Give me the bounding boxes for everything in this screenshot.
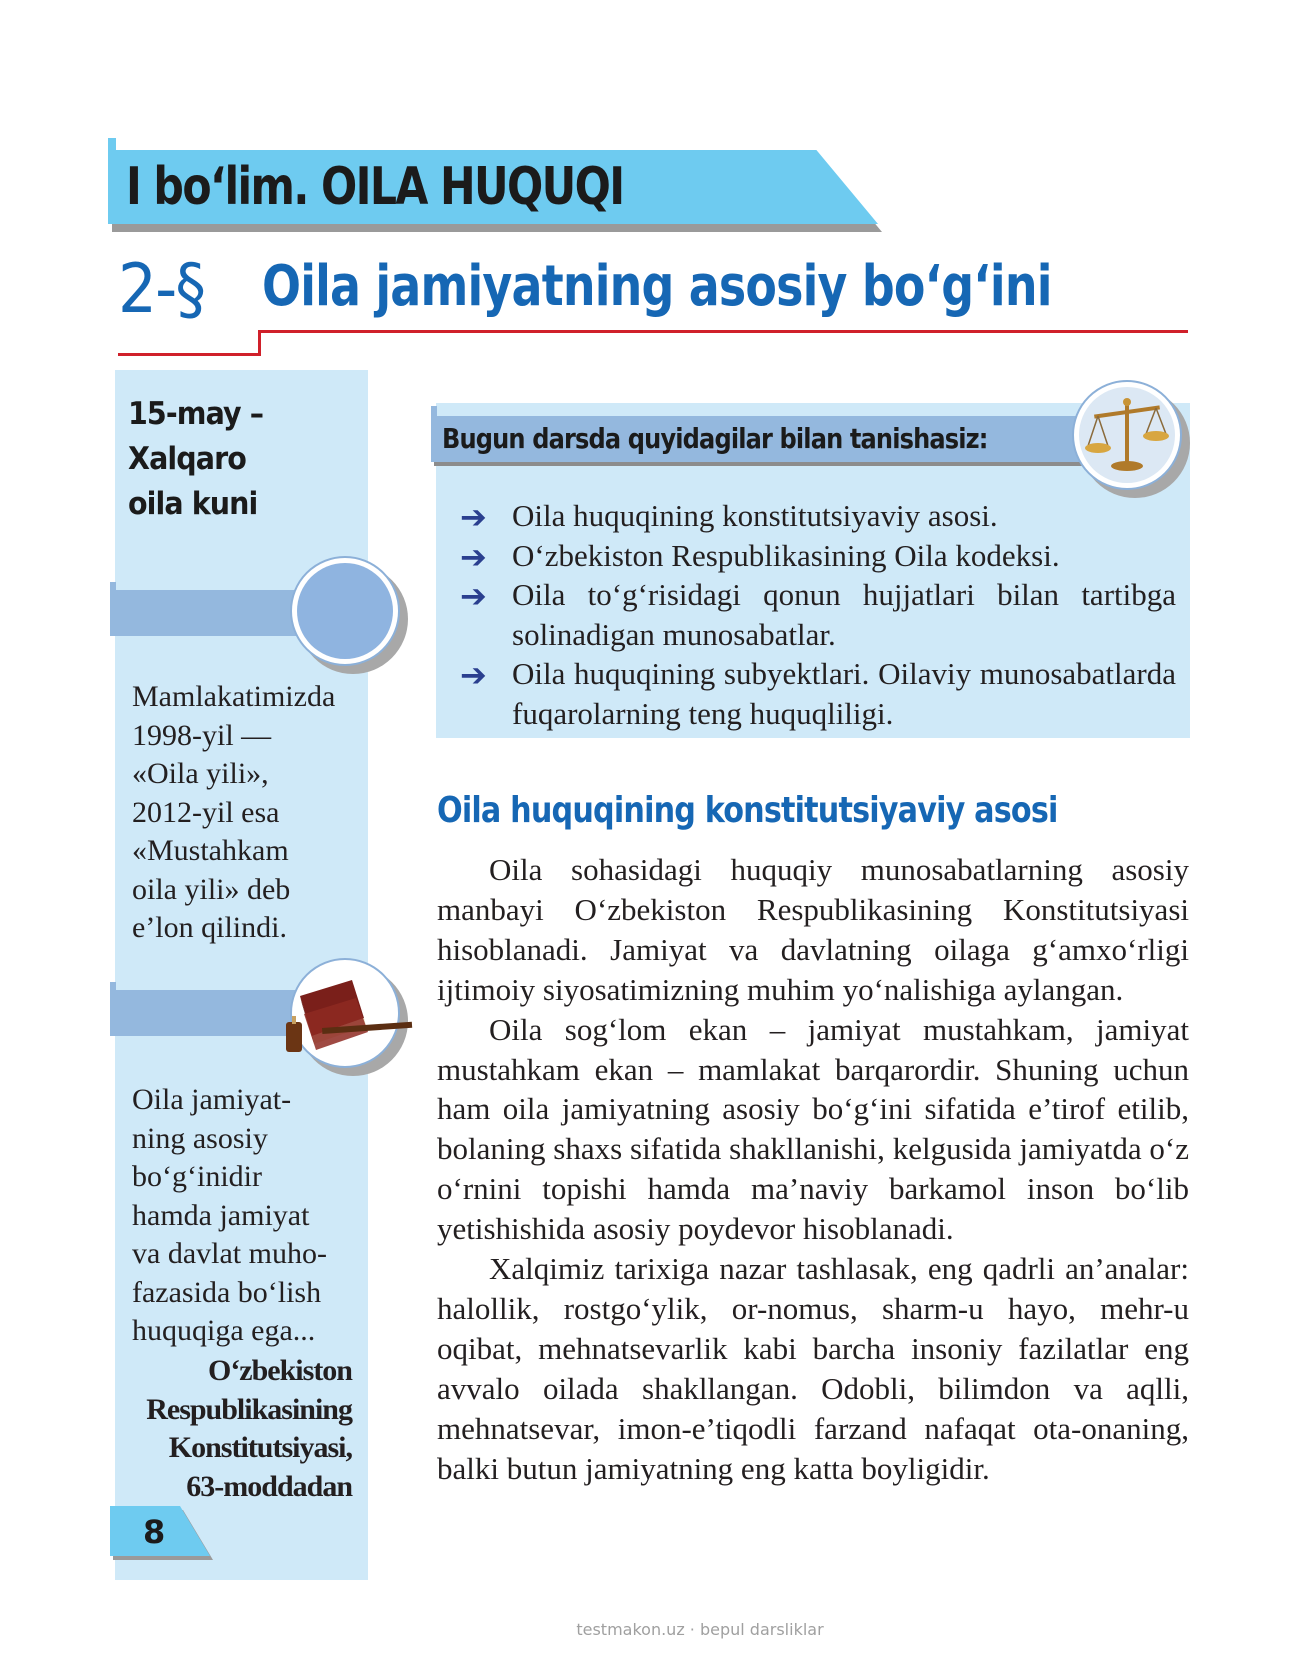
objectives-list xyxy=(460,496,1176,733)
sidebar-note-line: «Oila yili», xyxy=(132,757,269,790)
list-item-text: O‘zbekiston Respublikasining Oila kodeksi. xyxy=(512,537,1060,573)
quote-line: hamda jamiyat xyxy=(132,1198,310,1232)
constitution-quote xyxy=(132,1081,362,1351)
sidebar-note-line: oila yili» deb xyxy=(132,872,291,906)
section-title: I bo‘lim. OILA HUQUQI xyxy=(126,157,624,217)
source-line: Respublikasining xyxy=(146,1392,352,1426)
objectives-header-text: Bugun darsda quyidagilar bilan tanishasiz: xyxy=(442,422,988,455)
sidebar-note-line: 1998-yil — xyxy=(132,718,272,752)
list-item xyxy=(460,496,1176,536)
quote-line: fazasida bo‘lish xyxy=(132,1275,322,1309)
quote-line: va davlat muho- xyxy=(132,1237,327,1270)
circle-icon-fill xyxy=(297,563,393,659)
list-item xyxy=(460,575,1176,654)
body-text xyxy=(437,850,1189,1489)
sidebar-note-line: «Mustahkam xyxy=(132,834,289,867)
title-rule-lower xyxy=(118,353,261,356)
sidebar-heading xyxy=(128,392,358,527)
quote-line: Oila jamiyat- xyxy=(132,1083,292,1116)
sidebar-heading-line: Xalqaro xyxy=(128,441,246,477)
paragraph-title: Oila jamiyatning asosiy bo‘g‘ini xyxy=(262,254,1052,319)
quote-line: ning asosiy xyxy=(132,1121,268,1155)
quote-line: bo‘g‘inidir xyxy=(132,1160,262,1193)
footer-credit: testmakon.uz · bepul darsliklar xyxy=(576,1620,824,1639)
arrow-right-icon: ➔ xyxy=(460,537,487,576)
sidebar-heading-line: oila kuni xyxy=(128,486,258,522)
body-paragraph: Oila sog‘lom ekan – jamiyat mustahkam, jamiyat mustahkam ekan – mamlakat barqarordir. Shuning uchun ham oila jamiyatning asosiy bo‘g‘ini sifatida e’tirof etilib, bolaning shaxs sifatida shakllanishi, kelgusida jamiyatda o‘z o‘rnini topishi hamda ma’naviy barkamol inson bo‘lib yetishishida asosiy poydevor hisoblanadi. xyxy=(437,1011,1189,1247)
list-item-text: Oila to‘g‘risidagi qonun hujjatlari bilan tartibga solinadigan munosabatlar. xyxy=(512,577,1176,652)
sidebar-note-line: e’lon qilindi. xyxy=(132,911,287,944)
quote-line: huquqiga ega... xyxy=(132,1314,316,1347)
list-item xyxy=(460,654,1176,733)
section-heading: Oila huquqining konstitutsiyaviy asosi xyxy=(437,790,1058,831)
sidebar-note-line: Mamlakatimizda xyxy=(132,680,336,713)
list-item-text: Oila huquqining konstitutsiyaviy asosi. xyxy=(512,498,998,533)
page-number: 8 xyxy=(143,1513,166,1551)
sidebar-note-line: 2012-yil esa xyxy=(132,795,280,829)
body-paragraph: Oila sohasidagi huquqiy munosabatlarning asosiy manbayi O‘zbekiston Respublikasining Konstitutsiyasi hisoblanadi. Jamiyat va davlatning oilaga g‘amxo‘rligi ijtimoiy siyosatimizning muhim yo‘nalishiga aylangan. xyxy=(437,852,1189,1007)
source-line: 63-moddadan xyxy=(186,1469,352,1503)
paragraph-number: 2-§ xyxy=(118,250,205,329)
arrow-right-icon: ➔ xyxy=(460,656,487,694)
arrow-right-icon: ➔ xyxy=(460,498,487,536)
title-rule xyxy=(260,330,1188,333)
arrow-right-icon: ➔ xyxy=(460,577,487,615)
quote-source xyxy=(120,1352,352,1506)
source-line: O‘zbekiston xyxy=(207,1354,352,1387)
body-paragraph: Xalqimiz tarixiga nazar tashlasak, eng qadrli an’analar: halollik, rostgo‘ylik, or-nomus, sharm-u hayo, mehr-u oqibat, mehnatsevarlik kabi barcha insoniy fazilatlar eng avvalo oilada shakllangan. Odobli, bilimdon va aqlli, mehnatsevar, imon-e’tiqodli farzand nafaqat ota-onaning, balki butun jamiyatning eng katta boyligidir. xyxy=(437,1251,1189,1486)
book-gavel-icon xyxy=(282,966,422,1066)
scales-icon xyxy=(1072,380,1182,490)
sidebar-heading-line: 15-may – xyxy=(128,396,264,432)
source-line: Konstitutsiyasi, xyxy=(168,1431,352,1464)
list-item xyxy=(460,536,1176,576)
sidebar-note xyxy=(132,678,362,948)
list-item-text: Oila huquqining subyektlari. Oilaviy munosabatlarda fuqarolarning teng huquqliligi. xyxy=(512,656,1176,731)
